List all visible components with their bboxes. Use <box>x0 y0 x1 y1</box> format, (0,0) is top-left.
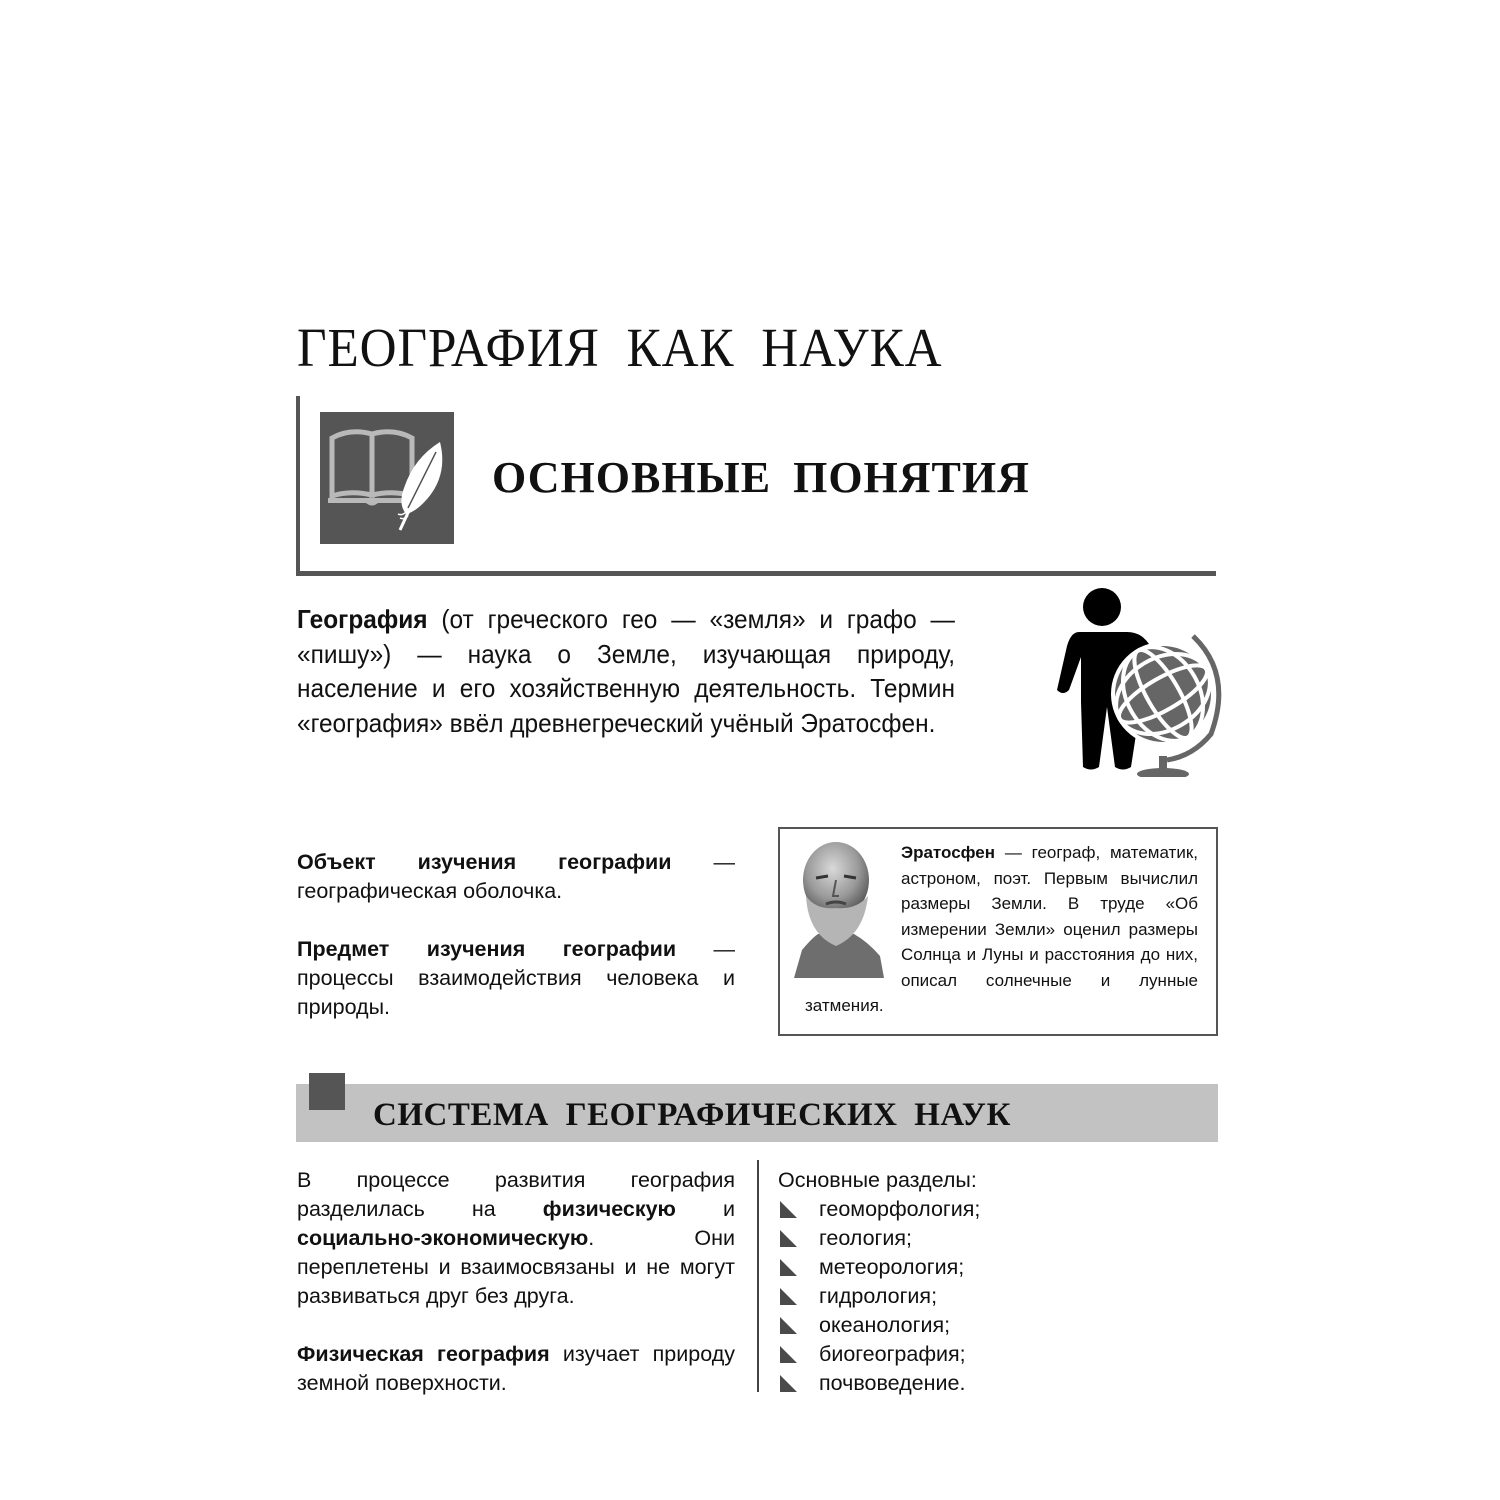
list-item <box>778 1369 980 1398</box>
branch-name: биогеография; <box>819 1342 966 1366</box>
section-marker-square <box>309 1073 345 1110</box>
triangle-bullet-icon <box>780 1201 797 1218</box>
term-geography: География <box>297 604 428 634</box>
physical-geography-term: Физическая география <box>297 1342 550 1366</box>
branch-name: геология; <box>819 1226 913 1250</box>
triangle-bullet-icon <box>780 1317 797 1334</box>
branch-name: метеорология; <box>819 1255 965 1279</box>
branches-list <box>778 1166 980 1398</box>
object-of-study <box>297 848 735 906</box>
list-item <box>778 1253 980 1282</box>
triangle-bullet-icon <box>780 1346 797 1363</box>
list-item <box>778 1282 980 1311</box>
eratosthenes-name: Эратосфен <box>901 843 996 862</box>
list-item <box>778 1340 980 1369</box>
geography-definition <box>297 602 955 740</box>
object-text: — географическая оболочка. <box>297 850 735 903</box>
system-description <box>297 1166 735 1398</box>
branch-name: почвоведение. <box>819 1371 966 1395</box>
physical-geography <box>297 1340 735 1398</box>
subject-term: Предмет изучения географии <box>297 937 677 961</box>
branch-name: гидрология; <box>819 1284 938 1308</box>
triangle-bullet-icon <box>780 1288 797 1305</box>
branch-name: геоморфология; <box>819 1197 981 1221</box>
eratosthenes-bio <box>805 840 1198 1019</box>
page-title: ГЕОГРАФИЯ КАК НАУКА <box>297 317 943 378</box>
person-with-globe-icon <box>1045 582 1225 777</box>
book-and-feather-icon <box>320 412 454 544</box>
branches-label: Основные разделы: <box>778 1168 977 1192</box>
branch-name: океанология; <box>819 1313 951 1337</box>
triangle-bullet-icon <box>780 1259 797 1276</box>
list-item <box>778 1311 980 1340</box>
triangle-bullet-icon <box>780 1230 797 1247</box>
term-socio-economic: социально-экономическую <box>297 1226 589 1250</box>
list-item <box>778 1195 980 1224</box>
definition-text: (от греческого гео — «земля» и графо — «пишу») — наука о Земле, изучающая природу, население и его хозяйственную деятельность. Термин «география» ввёл древнегреческий учёный Эратосфен. <box>297 604 955 738</box>
object-term: Объект изучения географии <box>297 850 672 874</box>
system-intro <box>297 1166 735 1311</box>
subject-text: — процессы взаимодействия человека и природы. <box>297 937 735 1019</box>
intro-text-3: . Они переплетены и взаимосвязаны и не могут развиваться друг без друга. <box>297 1226 735 1308</box>
triangle-bullet-icon <box>780 1375 797 1392</box>
intro-text-2: и <box>675 1197 735 1221</box>
list-item <box>778 1224 980 1253</box>
subject-of-study <box>297 935 735 1022</box>
column-divider <box>757 1160 759 1392</box>
section-title-concepts: ОСНОВНЫЕ ПОНЯТИЯ <box>492 453 1030 502</box>
eratosthenes-description: — географ, математик, астроном, поэт. Первым вычислил размеры Земли. В труде «Об измерении Земли» оценил размеры Солнца и Луны и расстояния до них, описал солнечные и лунные затмения. <box>805 843 1198 1015</box>
term-physical: физическую <box>542 1197 676 1221</box>
intro-text-1: В процессе развития география разделилась на <box>297 1168 735 1221</box>
section-title-system: СИСТЕМА ГЕОГРАФИЧЕСКИХ НАУК <box>373 1097 1011 1133</box>
physical-geography-text: изучает природу земной поверхности. <box>297 1342 735 1395</box>
